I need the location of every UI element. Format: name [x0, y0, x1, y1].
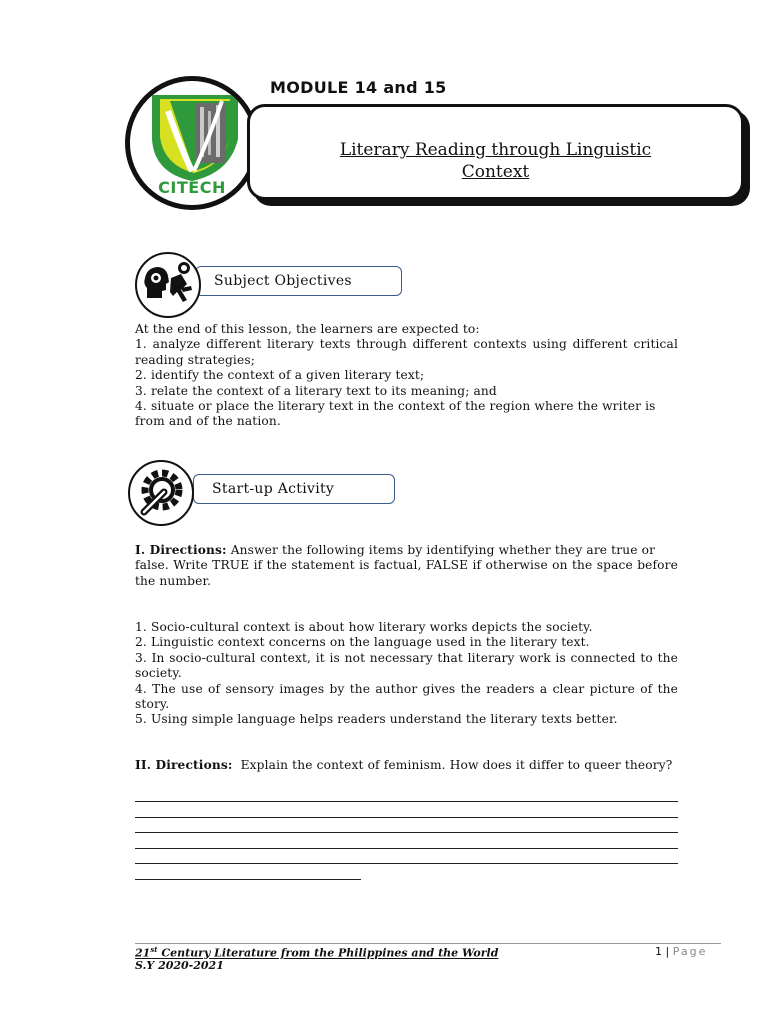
- lesson-title: [250, 139, 741, 183]
- list-item: 2. Linguistic context concerns on the language used in the literary text.: [135, 635, 590, 650]
- gear-wrench-icon: [130, 462, 192, 524]
- list-item: 5. Using simple language helps readers understand the literary texts better.: [135, 712, 618, 727]
- objectives-header-pill: [195, 266, 402, 296]
- footer-course-title: [135, 945, 498, 960]
- list-item: 4. The use of sensory images by the author gives the readers a clear picture of the story.: [135, 681, 678, 712]
- objectives-header: Subject Objectives: [214, 273, 352, 289]
- directions-1-text-a: Answer the following items by identifying whether they are true or: [230, 543, 656, 557]
- directions-2-label: II. Directions:: [135, 758, 233, 772]
- answer-line[interactable]: [135, 848, 678, 849]
- footer-page-number: [655, 945, 707, 958]
- objective-item: 3. relate the context of a literary text to its meaning; and: [135, 383, 497, 398]
- footer-course-num: 21: [135, 946, 151, 960]
- startup-items: [135, 620, 678, 728]
- objective-item: 4. situate or place the literary text in the context of the region where the writer is from and of the nation.: [135, 399, 656, 429]
- list-item: 3. In socio-cultural context, it is not necessary that literary work is connected to the society.: [135, 650, 678, 681]
- objectives-body: [135, 322, 678, 430]
- answer-line[interactable]: [135, 879, 361, 880]
- startup-icon-circle: [128, 460, 194, 526]
- head-gear-figure-icon: [137, 254, 199, 316]
- page-number: 1: [655, 945, 662, 958]
- module-title: MODULE 14 and 15: [270, 78, 447, 97]
- page-separator: |: [662, 945, 673, 958]
- directions-1-label: I. Directions:: [135, 543, 227, 557]
- lesson-title-line1: Literary Reading through Linguistic: [339, 140, 652, 160]
- answer-line[interactable]: [135, 817, 678, 818]
- objectives-intro: At the end of this lesson, the learners are expected to:: [135, 322, 480, 336]
- footer-course-rest: Century Literature from the Philippines and the World: [157, 946, 499, 960]
- page-word: Page: [672, 945, 708, 958]
- lesson-title-line2: Context: [461, 162, 530, 182]
- footer-divider: [135, 943, 721, 944]
- objective-item: 1. analyze different literary texts through different contexts using different critical reading strategies;: [135, 337, 678, 367]
- list-item: 1. Socio-cultural context is about how literary works depicts the society.: [135, 620, 593, 634]
- directions-1-text-b: false. Write TRUE if the statement is factual, FALSE if otherwise on the space before the number.: [135, 558, 678, 588]
- objectives-icon-circle: [135, 252, 201, 318]
- startup-header-pill: [193, 474, 395, 504]
- answer-line[interactable]: [135, 832, 678, 833]
- directions-2: [135, 758, 678, 773]
- answer-line[interactable]: [135, 801, 678, 802]
- answer-line[interactable]: [135, 863, 678, 864]
- citech-logo: [125, 76, 259, 210]
- startup-header: Start-up Activity: [212, 481, 335, 497]
- logo-text: CITECH: [158, 178, 226, 197]
- directions-1: [135, 543, 678, 589]
- directions-2-text: Explain the context of feminism. How does it differ to queer theory?: [240, 758, 673, 772]
- footer-course-sup: st: [150, 945, 158, 954]
- lesson-title-box: [247, 104, 744, 200]
- footer-school-year: S.Y 2020-2021: [135, 959, 224, 972]
- objective-item: 2. identify the context of a given literary text;: [135, 368, 425, 383]
